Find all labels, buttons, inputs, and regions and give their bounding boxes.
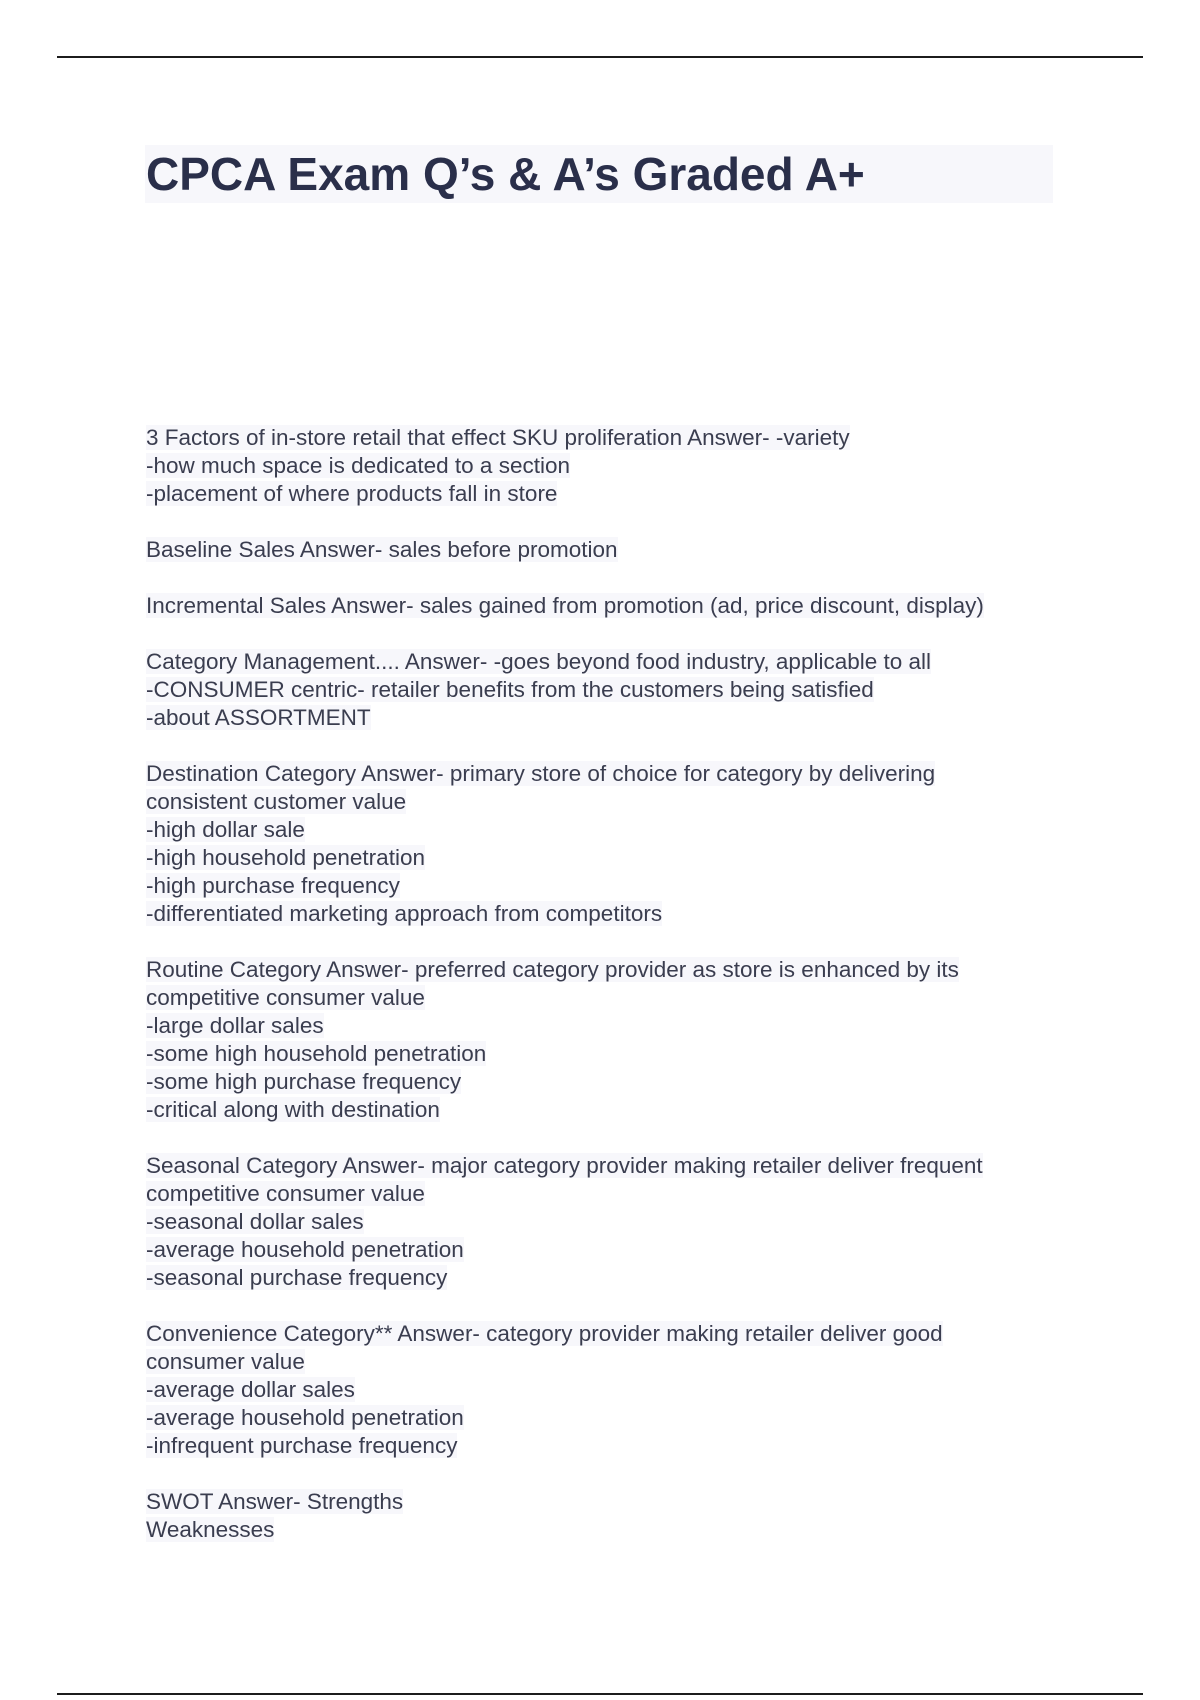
- qa-entry-text: consumer value: [146, 1349, 305, 1374]
- qa-entry-question-line: [146, 1152, 1066, 1180]
- qa-entry-text: -average dollar sales: [146, 1377, 355, 1402]
- qa-entry-text: competitive consumer value: [146, 985, 425, 1010]
- qa-entry-line: [146, 704, 1066, 732]
- qa-entry-text: Incremental Sales Answer- sales gained from promotion (ad, price discount, display): [146, 593, 984, 618]
- qa-entry-line: [146, 1096, 1066, 1124]
- qa-entry-line: [146, 1404, 1066, 1432]
- qa-entry-question-line: [146, 536, 1066, 564]
- qa-entry: [146, 760, 1066, 928]
- qa-entry: [146, 1488, 1066, 1544]
- qa-entry-text: -about ASSORTMENT: [146, 705, 371, 730]
- qa-entry-text: 3 Factors of in-store retail that effect SKU proliferation Answer- -variety: [146, 425, 850, 450]
- qa-entry-line: [146, 1432, 1066, 1460]
- qa-entry-line: [146, 1348, 1066, 1376]
- qa-entry-line: [146, 1516, 1066, 1544]
- qa-entry: [146, 536, 1066, 564]
- qa-entry-text: -how much space is dedicated to a section: [146, 453, 570, 478]
- qa-entry-line: [146, 1236, 1066, 1264]
- qa-entry-line: [146, 480, 1066, 508]
- qa-entry-line: [146, 1376, 1066, 1404]
- qa-entry-line: [146, 984, 1066, 1012]
- qa-entry-line: [146, 816, 1066, 844]
- qa-entry-question-line: [146, 956, 1066, 984]
- qa-entry-text: -high dollar sale: [146, 817, 305, 842]
- qa-entry-text: -some high household penetration: [146, 1041, 487, 1066]
- qa-entry-line: [146, 872, 1066, 900]
- qa-entry-text: competitive consumer value: [146, 1181, 425, 1206]
- qa-entry-text: -placement of where products fall in store: [146, 481, 558, 506]
- qa-entry-text: -CONSUMER centric- retailer benefits from the customers being satisfied: [146, 677, 874, 702]
- qa-entry-text: consistent customer value: [146, 789, 407, 814]
- qa-list: [146, 424, 1066, 1572]
- page-title: CPCA Exam Q’s & A’s Graded A+: [146, 148, 865, 200]
- qa-entry-text: Weaknesses: [146, 1517, 275, 1542]
- qa-entry-line: [146, 452, 1066, 480]
- qa-entry-question-line: [146, 592, 1066, 620]
- qa-entry-question-line: [146, 1320, 1066, 1348]
- qa-entry: [146, 1152, 1066, 1292]
- qa-entry-text: -some high purchase frequency: [146, 1069, 462, 1094]
- qa-entry: [146, 648, 1066, 732]
- qa-entry: [146, 592, 1066, 620]
- qa-entry-question-line: [146, 648, 1066, 676]
- qa-entry-line: [146, 1180, 1066, 1208]
- qa-entry-text: Baseline Sales Answer- sales before promotion: [146, 537, 618, 562]
- qa-entry-text: -seasonal purchase frequency: [146, 1265, 448, 1290]
- qa-entry-text: -critical along with destination: [146, 1097, 440, 1122]
- qa-entry-text: -average household penetration: [146, 1405, 464, 1430]
- qa-entry-text: -differentiated marketing approach from competitors: [146, 901, 663, 926]
- qa-entry: [146, 1320, 1066, 1460]
- qa-entry-text: -large dollar sales: [146, 1013, 324, 1038]
- qa-entry-line: [146, 676, 1066, 704]
- qa-entry-text: Routine Category Answer- preferred category provider as store is enhanced by its: [146, 957, 959, 982]
- qa-entry-text: -high household penetration: [146, 845, 425, 870]
- qa-entry: [146, 424, 1066, 508]
- qa-entry: [146, 956, 1066, 1124]
- bottom-divider: [57, 1693, 1143, 1695]
- qa-entry-text: Destination Category Answer- primary store of choice for category by delivering: [146, 761, 936, 786]
- qa-entry-text: Convenience Category** Answer- category provider making retailer deliver good: [146, 1321, 943, 1346]
- qa-entry-text: -high purchase frequency: [146, 873, 400, 898]
- qa-entry-text: SWOT Answer- Strengths: [146, 1489, 404, 1514]
- qa-entry-line: [146, 900, 1066, 928]
- qa-entry-question-line: [146, 1488, 1066, 1516]
- top-divider: [57, 56, 1143, 58]
- qa-entry-line: [146, 1208, 1066, 1236]
- qa-entry-line: [146, 844, 1066, 872]
- qa-entry-line: [146, 1264, 1066, 1292]
- qa-entry-text: -average household penetration: [146, 1237, 464, 1262]
- qa-entry-text: Category Management.... Answer- -goes beyond food industry, applicable to all: [146, 649, 932, 674]
- qa-entry-text: -infrequent purchase frequency: [146, 1433, 458, 1458]
- qa-entry-line: [146, 1068, 1066, 1096]
- qa-entry-text: -seasonal dollar sales: [146, 1209, 364, 1234]
- qa-entry-line: [146, 1040, 1066, 1068]
- qa-entry-text: Seasonal Category Answer- major category provider making retailer deliver frequent: [146, 1153, 983, 1178]
- qa-entry-question-line: [146, 424, 1066, 452]
- qa-entry-question-line: [146, 760, 1066, 788]
- qa-entry-line: [146, 1012, 1066, 1040]
- qa-entry-line: [146, 788, 1066, 816]
